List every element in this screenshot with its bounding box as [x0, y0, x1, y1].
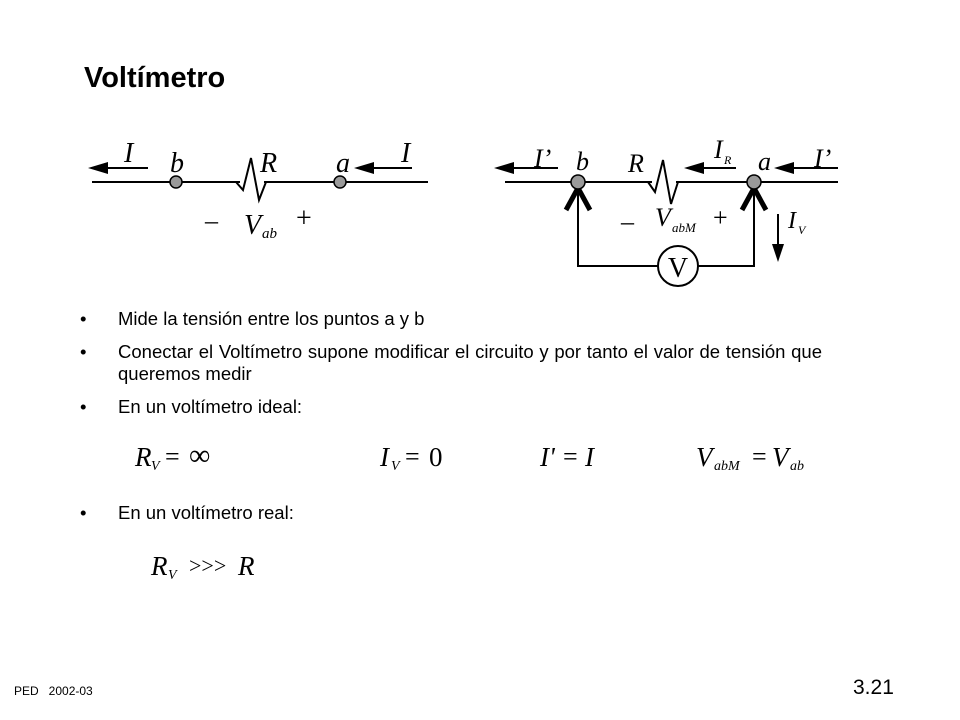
left-current-label-left: I — [124, 138, 134, 169]
eq4-lhs-subscript: abM — [714, 459, 740, 474]
eq3-equals: = — [563, 442, 578, 471]
eq2-rhs: 0 — [429, 442, 443, 472]
right-node-b-dot — [571, 175, 585, 189]
bullet-item: • Conectar el Voltímetro supone modificar el circuito y por tanto el valor de tensión que queremos medir — [80, 341, 822, 385]
left-plus-sign: + — [296, 203, 312, 234]
iv-subscript: V — [798, 223, 806, 237]
ir-subscript: R — [724, 153, 732, 167]
eq4-equals: = — [752, 442, 767, 471]
ir-arrowhead — [684, 162, 704, 174]
iv-label: I — [788, 208, 796, 234]
left-voltage-label: V — [244, 210, 262, 241]
left-arrowhead-left — [88, 162, 108, 174]
eq1-lhs: R — [135, 442, 152, 472]
left-circuit — [88, 138, 428, 242]
bullet-item: • En un voltímetro real: — [118, 502, 818, 524]
real-eq-lhs: R — [151, 551, 168, 581]
right-voltage-label: V — [655, 203, 671, 232]
bullet-item: • Mide la tensión entre los puntos a y b — [80, 308, 822, 330]
right-plus-sign: + — [713, 203, 728, 232]
right-minus-sign: – — [621, 207, 634, 236]
eq1-equals: = — [165, 442, 180, 471]
eq3-lhs: I' — [540, 442, 555, 472]
real-eq-rhs: R — [238, 551, 255, 581]
right-arrowhead-right — [774, 162, 794, 174]
right-current-label-right: I’ — [814, 144, 832, 173]
right-voltage-subscript: abM — [672, 220, 696, 235]
left-minus-sign: – — [205, 206, 218, 235]
right-resistor-zigzag — [648, 160, 678, 204]
eq4-lhs: V — [696, 442, 713, 472]
bullet-item: • En un voltímetro ideal: — [80, 396, 822, 418]
bullet-list — [80, 308, 822, 418]
right-resistor-label: R — [628, 149, 644, 178]
eq2-lhs-subscript: V — [391, 459, 400, 474]
real-eq-operator: >>> — [189, 553, 227, 578]
eq1-lhs-subscript: V — [151, 459, 160, 474]
right-current-label-left: I’ — [534, 144, 552, 173]
bullet-list-real — [80, 502, 818, 524]
voltmeter-label: V — [667, 253, 689, 284]
left-resistor-label: R — [260, 148, 278, 179]
eq4-rhs-subscript: ab — [790, 459, 804, 474]
eq4-rhs: V — [772, 442, 789, 472]
right-arrowhead-left — [494, 162, 514, 174]
slide-number: 3.21 — [853, 676, 894, 699]
ideal-equations — [134, 439, 804, 474]
left-current-label-right: I — [401, 138, 411, 169]
footer-course: PED 2002-03 — [14, 684, 93, 698]
ir-label: I — [714, 135, 723, 164]
right-node-a-label: a — [758, 147, 771, 176]
left-node-a-label: a — [336, 148, 350, 179]
iv-arrowhead — [772, 244, 784, 262]
eq3-rhs: I — [585, 442, 594, 472]
voltmeter-lead-left — [578, 182, 658, 266]
right-node-a-dot — [747, 175, 761, 189]
real-equation — [150, 551, 255, 583]
left-arrowhead-right — [354, 162, 374, 174]
right-node-b-label: b — [576, 147, 589, 176]
eq2-lhs: I — [380, 442, 389, 472]
real-eq-lhs-subscript: V — [168, 568, 177, 583]
left-voltage-subscript: ab — [262, 226, 277, 242]
eq1-rhs: ∞ — [189, 439, 211, 472]
eq2-equals: = — [405, 442, 420, 471]
left-node-b-label: b — [170, 148, 184, 179]
page-title: Voltímetro — [84, 62, 226, 94]
right-circuit — [494, 135, 838, 286]
